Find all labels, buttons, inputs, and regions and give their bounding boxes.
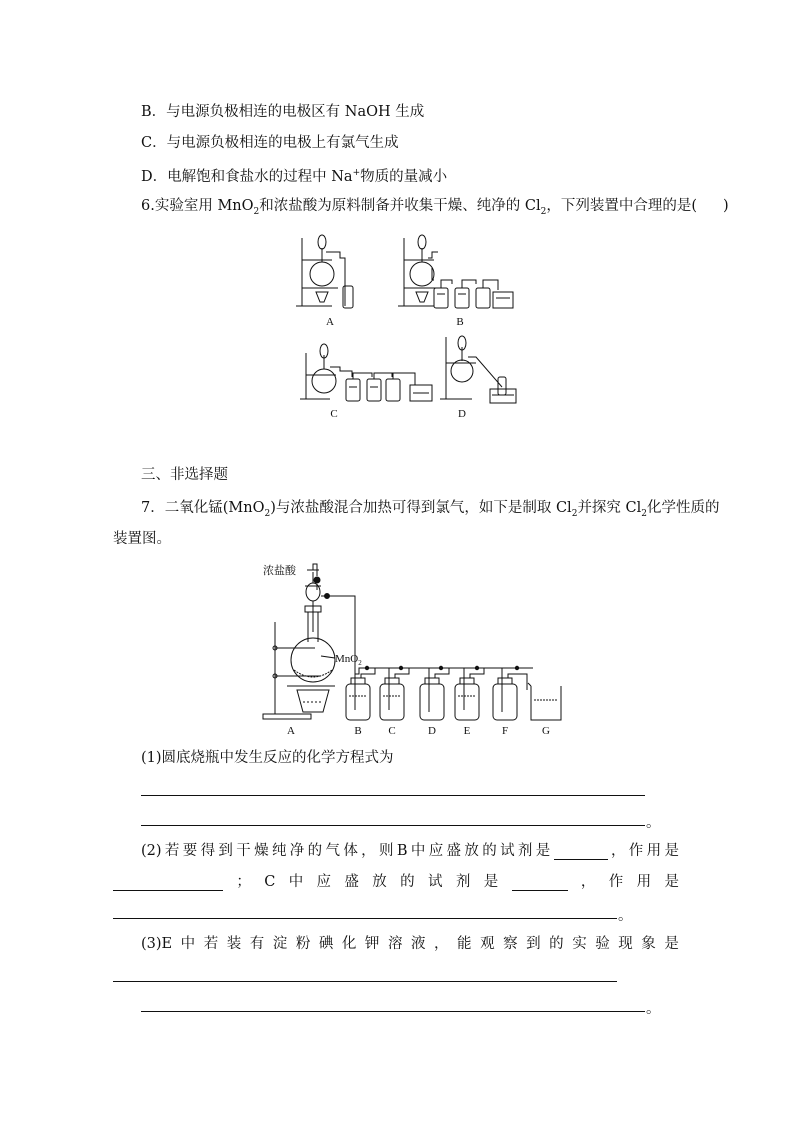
- option-b: B．与电源负极相连的电极区有 NaOH 生成: [141, 104, 425, 120]
- sub-question-3-line1: (3)E 中 若 装 有 淀 粉 碘 化 钾 溶 液 ， 能 观 察 到 的 实 验 现 象 是: [141, 936, 679, 952]
- option-d: D．电解饱和食盐水的过程中 Na+物质的量减小: [141, 168, 448, 185]
- period: 。: [618, 908, 633, 924]
- answer-line[interactable]: [113, 918, 617, 919]
- label-f: F: [501, 725, 509, 737]
- label-d: D: [458, 408, 466, 420]
- apparatus-d: [440, 336, 516, 403]
- answer-blank[interactable]: [113, 876, 223, 891]
- answer-line[interactable]: [113, 981, 617, 982]
- q7-apparatus-figure: [255, 562, 575, 740]
- label-b: B: [354, 725, 362, 737]
- period: 。: [646, 1001, 661, 1017]
- label-a: A: [326, 316, 334, 328]
- apparatus-a: [296, 235, 353, 308]
- sub-question-1: (1)圆底烧瓶中发生反应的化学方程式为: [141, 750, 394, 766]
- q6-apparatus-figure: [290, 228, 530, 423]
- answer-blank[interactable]: [512, 876, 568, 891]
- label-c: C: [330, 408, 338, 420]
- label-g: G: [542, 725, 550, 737]
- question-6: 6.实验室用 MnO$_2$和浓盐酸为原料制备并收集干燥、纯净的 $Cl_2$，下列装置中合理的是( ): [141, 198, 729, 217]
- label-b: B: [456, 316, 464, 328]
- apparatus-b: [398, 235, 513, 308]
- answer-line[interactable]: [141, 825, 645, 826]
- mno2-label: MnO$_2$: [335, 653, 362, 667]
- sub-question-2-line1: (2) 若 要 得 到 干 燥 纯 净 的 气 体 ， 则 B 中 应 盛 放 的 试 剂 是 ， 作 用 是: [141, 843, 679, 859]
- period: 。: [646, 815, 661, 831]
- apparatus-c: [300, 344, 432, 401]
- label-c: C: [388, 725, 396, 737]
- label-e: E: [463, 725, 471, 737]
- sub-question-2-line2: ； C 中 应 盛 放 的 试 剂 是 ， 作 用 是: [113, 873, 679, 891]
- answer-line[interactable]: [141, 1011, 645, 1012]
- section-title: 三、非选择题: [141, 467, 228, 483]
- option-c: C．与电源负极相连的电极上有氯气生成: [141, 135, 399, 151]
- answer-blank[interactable]: [554, 845, 608, 860]
- question-7-line2: 装置图。: [113, 531, 171, 547]
- label-a: A: [287, 725, 295, 737]
- label-d: D: [428, 725, 436, 737]
- acid-label: 浓盐酸: [263, 565, 296, 577]
- answer-line[interactable]: [141, 795, 645, 796]
- question-7: 7．二氧化锰(MnO$_2$)与浓盐酸混合加热可得到氯气，如下是制取 $Cl_2$并探究 $Cl_2$化学性质的: [141, 500, 720, 519]
